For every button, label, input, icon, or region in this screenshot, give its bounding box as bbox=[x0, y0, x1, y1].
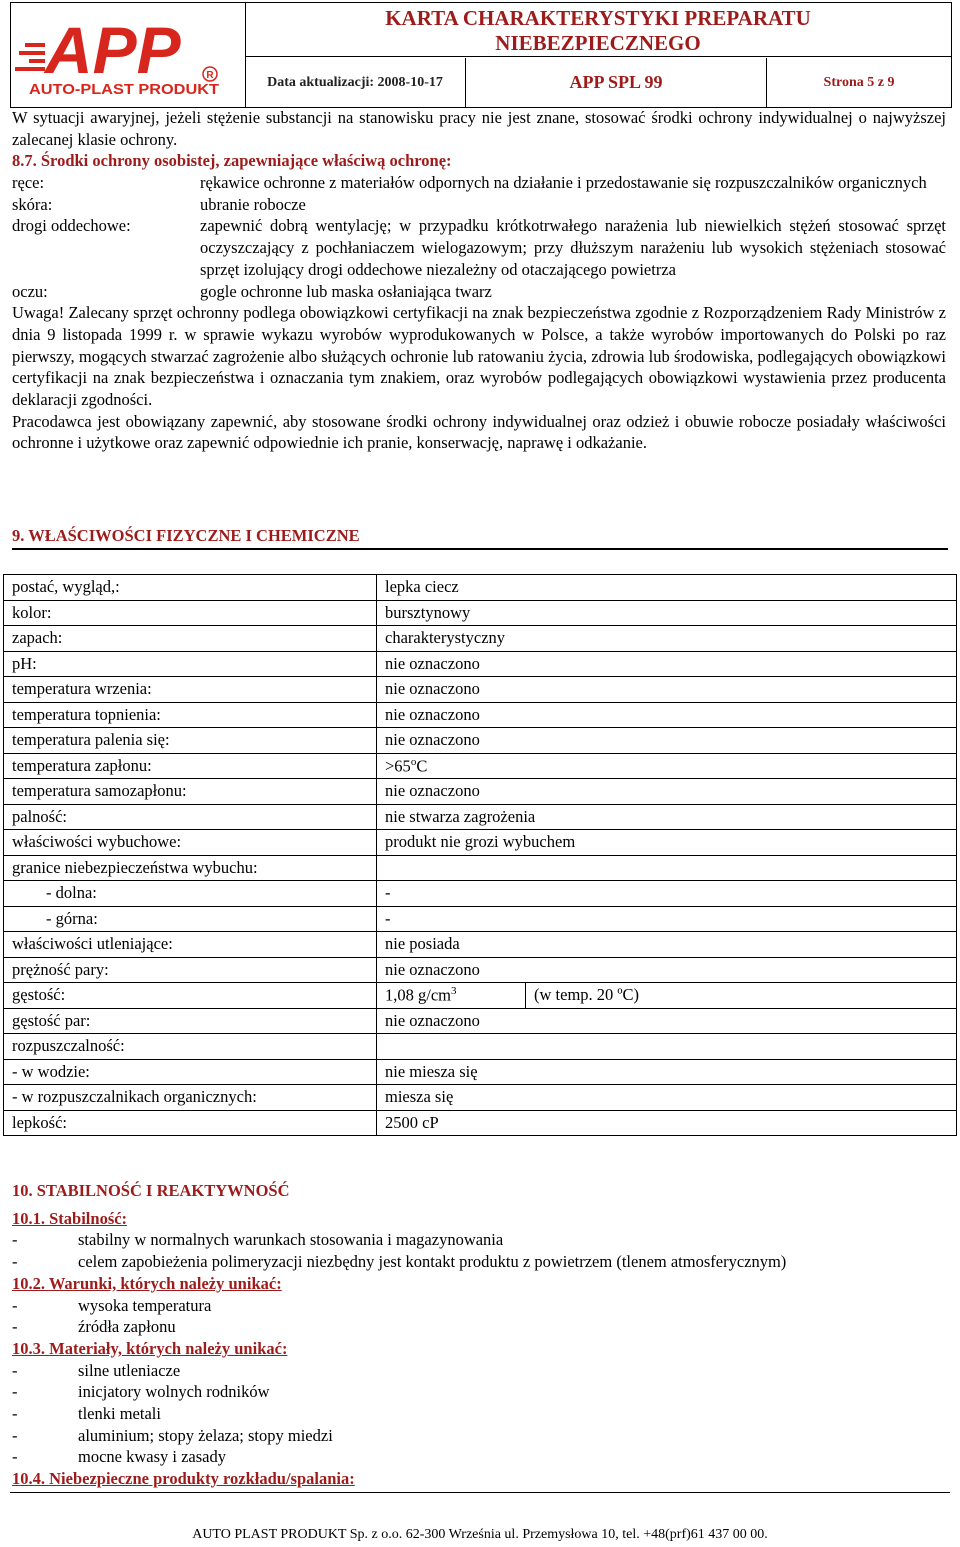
list-item-text: stabilny w normalnych warunkach stosowania i magazynowania bbox=[78, 1230, 504, 1250]
title-line-1: KARTA CHARAKTERYSTYKI PREPARATU bbox=[385, 6, 811, 30]
property-label: lepkość: bbox=[4, 1110, 377, 1136]
property-label: gęstość par: bbox=[4, 1008, 377, 1034]
list-bullet: - bbox=[12, 1447, 18, 1467]
property-value bbox=[377, 626, 957, 652]
protection-label: oczu: bbox=[12, 281, 48, 301]
property-value bbox=[377, 677, 957, 703]
property-value-text: lepka ciecz bbox=[385, 577, 459, 597]
protection-row-hands bbox=[12, 172, 946, 194]
protection-list bbox=[12, 172, 946, 454]
property-row bbox=[4, 677, 957, 703]
list-item-text: silne utleniacze bbox=[78, 1360, 181, 1380]
materials-list bbox=[12, 1360, 946, 1469]
property-value-text: - bbox=[385, 883, 391, 903]
property-row bbox=[4, 753, 957, 779]
list-bullet: - bbox=[12, 1382, 18, 1402]
property-row bbox=[4, 651, 957, 677]
properties-table bbox=[3, 574, 957, 1136]
property-value bbox=[377, 1110, 957, 1136]
property-row bbox=[4, 1110, 957, 1136]
list-bullet: - bbox=[12, 1404, 18, 1424]
property-value bbox=[377, 906, 957, 932]
property-row bbox=[4, 1085, 957, 1111]
property-condition: (w temp. 20 ºC) bbox=[526, 983, 957, 1009]
conditions-list bbox=[12, 1295, 946, 1338]
property-value-text: nie oznaczono bbox=[385, 730, 480, 750]
list-item bbox=[12, 1381, 946, 1403]
property-value bbox=[377, 728, 957, 754]
property-label: rozpuszczalność: bbox=[4, 1034, 377, 1060]
property-value bbox=[377, 983, 526, 1009]
employer-note: Pracodawca jest obowiązany zapewnić, aby stosowane środki ochrony indywidualnej oraz odzież i obuwie robocze posiadały właściwości ochronne i użytkowe oraz zapewnić odpowiednie ich pranie, konserwację, naprawę i odkażanie. bbox=[12, 411, 946, 453]
property-row bbox=[4, 983, 957, 1009]
property-value-text: nie posiada bbox=[385, 934, 460, 954]
property-row bbox=[4, 728, 957, 754]
property-value bbox=[377, 830, 957, 856]
property-value-text: charakterystyczny bbox=[385, 628, 506, 648]
emergency-paragraph: W sytuacji awaryjnej, jeżeli stężenie substancji na stanowisku pracy nie jest znane, stosować środki ochrony indywidualnej o najwyższej zalecanej klasie ochrony. bbox=[12, 108, 946, 149]
company-logo bbox=[11, 3, 246, 107]
list-item-text: celem zapobieżenia polimeryzacji niezbędny jest kontakt produktu z powietrzem (tlenem atmosferycznym) bbox=[78, 1252, 787, 1272]
section-8-7-heading: 8.7. Środki ochrony osobistej, zapewniające właściwą ochronę: bbox=[12, 151, 452, 170]
list-bullet: - bbox=[12, 1230, 18, 1250]
list-item bbox=[12, 1403, 946, 1425]
list-item-text: wysoka temperatura bbox=[78, 1295, 212, 1315]
property-label: zapach: bbox=[4, 626, 377, 652]
list-item bbox=[12, 1229, 946, 1251]
property-label: pH: bbox=[4, 651, 377, 677]
property-value-text: nie oznaczono bbox=[385, 704, 480, 724]
property-value bbox=[377, 1008, 957, 1034]
protection-label: skóra: bbox=[12, 194, 53, 214]
property-row bbox=[4, 1008, 957, 1034]
property-label: kolor: bbox=[4, 600, 377, 626]
property-value-unit: C bbox=[416, 756, 428, 775]
property-value bbox=[377, 575, 957, 601]
property-label: palność: bbox=[4, 804, 377, 830]
property-value bbox=[377, 1059, 957, 1085]
property-row bbox=[4, 830, 957, 856]
list-item bbox=[12, 1360, 946, 1382]
property-value-text: nie oznaczono bbox=[385, 1010, 480, 1030]
property-row bbox=[4, 1059, 957, 1085]
protection-value: ubranie robocze bbox=[200, 194, 306, 214]
document-title bbox=[245, 3, 951, 57]
property-row bbox=[4, 575, 957, 601]
section-10 bbox=[12, 1180, 946, 1490]
property-label: temperatura topnienia: bbox=[4, 702, 377, 728]
list-item-text: aluminium; stopy żelaza; stopy miedzi bbox=[78, 1425, 333, 1445]
property-value bbox=[377, 779, 957, 805]
property-value-text: produkt nie grozi wybuchem bbox=[385, 832, 576, 852]
list-item bbox=[12, 1316, 946, 1338]
property-label: - górna: bbox=[4, 906, 377, 932]
property-value-superscript: o bbox=[410, 755, 417, 768]
property-value bbox=[377, 881, 957, 907]
property-value-text: nie oznaczono bbox=[385, 679, 480, 699]
property-value bbox=[377, 702, 957, 728]
subsection-10-2: 10.2. Warunki, których należy unikać: bbox=[12, 1273, 282, 1293]
protection-row-respiratory bbox=[12, 215, 946, 280]
document-header bbox=[10, 2, 952, 108]
subsection-10-3: 10.3. Materiały, których należy unikać: bbox=[12, 1338, 288, 1358]
list-bullet: - bbox=[12, 1360, 18, 1380]
property-row bbox=[4, 906, 957, 932]
property-value bbox=[377, 600, 957, 626]
property-row bbox=[4, 702, 957, 728]
protection-row-skin bbox=[12, 194, 946, 216]
property-value-text: nie miesza się bbox=[385, 1061, 478, 1081]
property-label: temperatura zapłonu: bbox=[4, 753, 377, 779]
list-item bbox=[12, 1425, 946, 1447]
property-value-text: nie oznaczono bbox=[385, 959, 480, 979]
footer-divider bbox=[10, 1492, 950, 1493]
title-line-2: NIEBEZPIECZNEGO bbox=[495, 31, 701, 55]
property-value bbox=[377, 753, 957, 779]
property-label: - dolna: bbox=[4, 881, 377, 907]
list-item bbox=[12, 1295, 946, 1317]
list-item-text: tlenki metali bbox=[78, 1404, 161, 1424]
property-value bbox=[377, 1034, 957, 1060]
section-10-heading: 10. STABILNOŚĆ I REAKTYWNOŚĆ bbox=[12, 1181, 290, 1200]
protection-label: ręce: bbox=[12, 173, 45, 192]
list-bullet: - bbox=[12, 1295, 18, 1315]
stability-list bbox=[12, 1229, 946, 1272]
protection-value: zapewnić dobrą wentylację; w przypadku krótkotrwałego narażenia lub niewielkich stężeń stosować sprzęt oczyszczający z pochłaniaczem wielogazowym; przy dłuższym narażeniu lub wysokich stężeniach stosować sprzęt izolujący drogi oddechowe niezależny od otaczającego powietrza bbox=[200, 216, 946, 279]
property-row bbox=[4, 779, 957, 805]
property-row bbox=[4, 855, 957, 881]
property-label: temperatura wrzenia: bbox=[4, 677, 377, 703]
property-value-superscript: 3 bbox=[451, 985, 457, 997]
property-value-text: nie oznaczono bbox=[385, 781, 480, 801]
property-value-text: miesza się bbox=[385, 1087, 454, 1107]
property-row bbox=[4, 881, 957, 907]
property-value-text: - bbox=[385, 908, 391, 928]
property-label: granice niebezpieczeństwa wybuchu: bbox=[4, 855, 377, 881]
protection-value: rękawice ochronne z materiałów odpornych na działanie i przedostawanie się rozpuszczalników organicznych bbox=[200, 173, 927, 192]
list-item-text: inicjatory wolnych rodników bbox=[78, 1382, 270, 1402]
protection-value: gogle ochronne lub maska osłaniająca twarz bbox=[200, 281, 492, 301]
list-item bbox=[12, 1251, 946, 1273]
property-label: właściwości utleniające: bbox=[4, 932, 377, 958]
logo-text: APP bbox=[45, 13, 181, 87]
property-label: prężność pary: bbox=[4, 957, 377, 983]
property-value bbox=[377, 957, 957, 983]
protection-row-eyes bbox=[12, 281, 946, 303]
property-value-text: >65 bbox=[385, 756, 411, 775]
property-label: gęstość: bbox=[4, 983, 377, 1009]
property-value-text: nie stwarza zagrożenia bbox=[385, 806, 536, 826]
list-item bbox=[12, 1446, 946, 1468]
property-value bbox=[377, 651, 957, 677]
list-bullet: - bbox=[12, 1317, 18, 1337]
svg-text:R: R bbox=[206, 70, 214, 81]
product-code: APP SPL 99 bbox=[466, 58, 767, 107]
list-item-text: źródła zapłonu bbox=[78, 1317, 176, 1337]
property-value bbox=[377, 1085, 957, 1111]
subsection-10-4: 10.4. Niebezpieczne produkty rozkładu/spalania: bbox=[12, 1469, 355, 1489]
property-value bbox=[377, 855, 957, 881]
property-label: - w rozpuszczalnikach organicznych: bbox=[4, 1085, 377, 1111]
logo-subtext: AUTO-PLAST PRODUKT bbox=[29, 81, 219, 98]
property-row bbox=[4, 932, 957, 958]
property-value bbox=[377, 804, 957, 830]
property-value bbox=[377, 932, 957, 958]
property-label: temperatura samozapłonu: bbox=[4, 779, 377, 805]
list-bullet: - bbox=[12, 1252, 18, 1272]
property-row bbox=[4, 957, 957, 983]
page-number: Strona 5 z 9 bbox=[823, 75, 895, 90]
property-value-text: bursztynowy bbox=[385, 602, 471, 622]
subsection-10-1: 10.1. Stabilność: bbox=[12, 1208, 128, 1228]
list-item-text: mocne kwasy i zasady bbox=[78, 1447, 226, 1467]
property-row bbox=[4, 804, 957, 830]
protection-label: drogi oddechowe: bbox=[12, 216, 131, 236]
update-date: Data aktualizacji: 2008-10-17 bbox=[245, 58, 466, 107]
property-row bbox=[4, 600, 957, 626]
list-bullet: - bbox=[12, 1425, 18, 1445]
property-label: - w wodzie: bbox=[4, 1059, 377, 1085]
certification-note: Uwaga! Zalecany sprzęt ochronny podlega obowiązkowi certyfikacji na znak bezpieczeństwa zgodnie z Rozporządzeniem Rady Ministrów z dnia 9 listopada 1999 r. w sprawie wykazu wyrobów wyprodukowanych w Polsce, a także wyrobów importowanych do Polski po raz pierwszy, mogących stwarzać zagrożenie albo służących ochronie lub ratowaniu życia, zdrowia lub środowiska, podlegających obowiązkowi certyfikacji na znak bezpieczeństwa i oznaczania tym znakiem, oraz wyrobów podlegających obowiązkowi wystawienia przez producenta deklaracji zgodności. bbox=[12, 303, 946, 410]
app-logo-icon bbox=[11, 3, 245, 107]
property-label: postać, wygląd,: bbox=[4, 575, 377, 601]
property-value-text: nie oznaczono bbox=[385, 653, 480, 673]
property-value-text: 2500 cP bbox=[385, 1112, 439, 1132]
property-row bbox=[4, 626, 957, 652]
property-value-text: 1,08 g/cm bbox=[385, 985, 451, 1005]
section-9-heading: 9. WŁAŚCIWOŚCI FIZYCZNE I CHEMICZNE bbox=[12, 526, 948, 550]
property-row bbox=[4, 1034, 957, 1060]
property-label: temperatura palenia się: bbox=[4, 728, 377, 754]
footer-address: AUTO PLAST PRODUKT Sp. z o.o. 62-300 Września ul. Przemysłowa 10, tel. +48(prf)61 437 00 00. bbox=[192, 1527, 768, 1542]
property-label: właściwości wybuchowe: bbox=[4, 830, 377, 856]
